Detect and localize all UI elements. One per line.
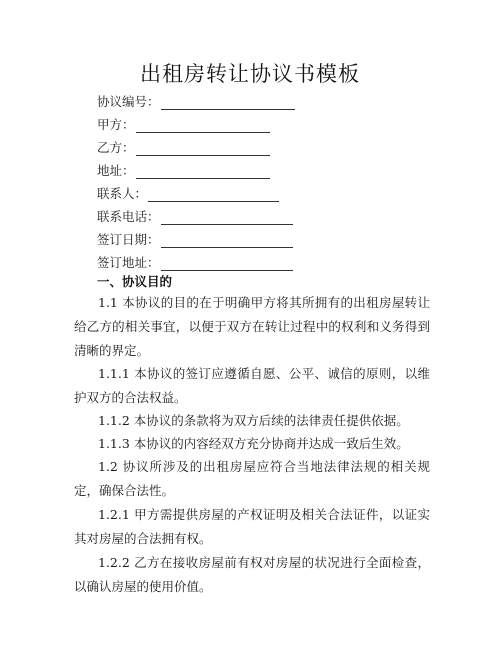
paragraph-1-1-2: 1.1.2 本协议的条款将为双方后续的法律责任提供依据。 <box>98 413 409 428</box>
field-agreement-number <box>97 94 295 110</box>
paragraph-1-1-3: 1.1.3 本协议的内容经双方充分协商并达成一致后生效。 <box>98 436 409 451</box>
paragraph-1-1-1: 1.1.1 本协议的签订应遵循自愿、公平、诚信的原则，以维护双方的合法权益。 <box>74 366 430 405</box>
field-label: 联系人： <box>97 186 148 201</box>
blank-line <box>161 212 293 225</box>
paragraph-1-2-1: 1.2.1 甲方需提供房屋的产权证明及相关合法证件，以证实其对房屋的合法拥有权。 <box>74 507 430 546</box>
field-label: 地址： <box>97 163 135 178</box>
field-party-b <box>97 140 270 156</box>
document-title: 出租房转让协议书模板 <box>140 62 360 86</box>
blank-line <box>148 189 279 202</box>
field-label: 签订地址： <box>97 255 160 270</box>
blank-line <box>161 235 293 248</box>
blank-line <box>161 97 295 110</box>
field-sign-place <box>97 255 293 271</box>
field-label: 乙方： <box>97 140 135 155</box>
section-heading-purpose: 一、协议目的 <box>97 274 173 289</box>
field-contact-phone <box>97 209 293 225</box>
field-label: 联系电话： <box>97 209 160 224</box>
paragraph-1-1: 1.1 本协议的目的在于明确甲方将其所拥有的出租房屋转让给乙方的相关事宜，以便于双方在转让过程中的权利和义务得到清晰的界定。 <box>74 295 430 358</box>
field-label: 协议编号： <box>97 94 160 109</box>
blank-line <box>161 258 293 271</box>
paragraph-1-2-2: 1.2.2 乙方在接收房屋前有权对房屋的状况进行全面检查，以确认房屋的使用价值。 <box>74 555 430 594</box>
paragraph-1-2: 1.2 协议所涉及的出租房屋应符合当地法律法规的相关规定，确保合法性。 <box>74 459 430 498</box>
blank-line <box>136 166 270 179</box>
blank-line <box>136 143 270 156</box>
field-sign-date <box>97 232 293 248</box>
field-contact-person <box>97 186 279 202</box>
field-party-a <box>97 117 270 133</box>
field-address <box>97 163 270 179</box>
field-label: 甲方： <box>97 117 135 132</box>
field-label: 签订日期： <box>97 232 160 247</box>
blank-line <box>136 120 270 133</box>
